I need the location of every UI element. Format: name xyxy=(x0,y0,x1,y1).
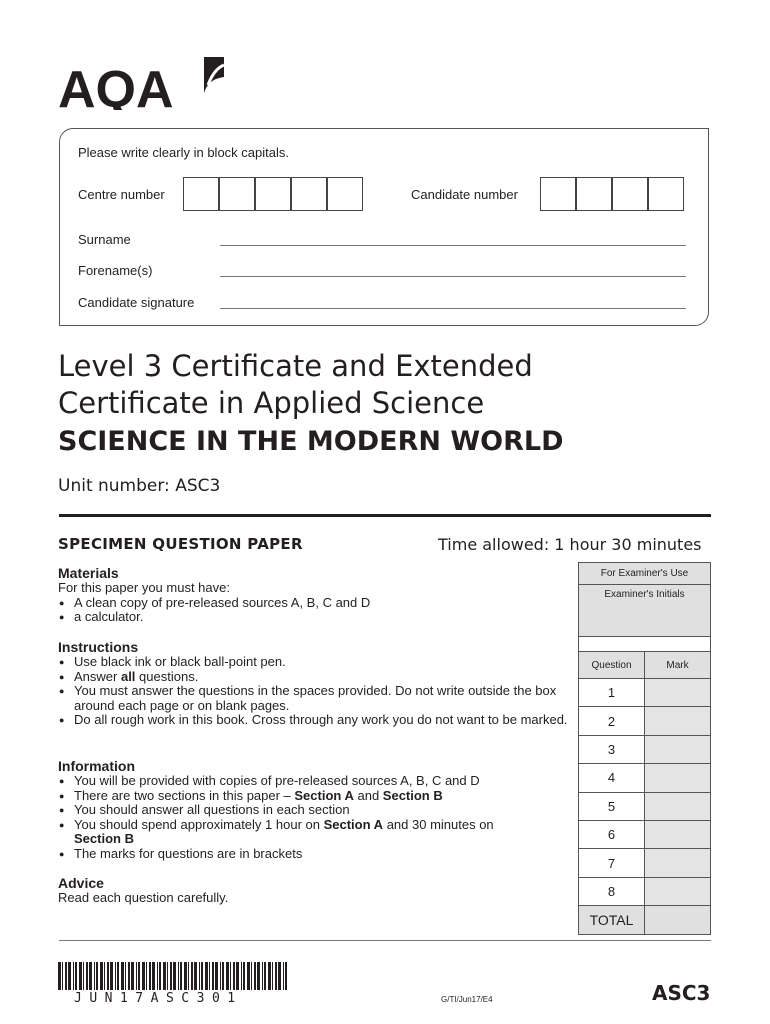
barcode-bar xyxy=(233,962,235,990)
information-item: ● The marks for questions are in brackets xyxy=(58,847,558,862)
barcode-bar xyxy=(184,962,187,990)
information-item: ● You should answer all questions in each section xyxy=(58,803,558,818)
forename-label: Forename(s) xyxy=(78,263,153,278)
barcode-bar xyxy=(170,962,172,990)
barcode-bar xyxy=(121,962,124,990)
barcode-bar xyxy=(173,962,176,990)
instructions-section xyxy=(58,655,570,728)
barcode-bar xyxy=(94,962,95,990)
information-item: ● There are two sections in this paper – Section A and Section B xyxy=(58,789,558,804)
centre-number-label: Centre number xyxy=(78,187,165,202)
barcode-bar xyxy=(205,962,208,990)
mark-row xyxy=(579,877,710,905)
barcode-bar xyxy=(117,962,119,990)
centre-digit-box[interactable] xyxy=(291,177,327,211)
block-capitals-instruction: Please write clearly in block capitals. xyxy=(78,145,289,160)
question-number: 6 xyxy=(579,820,645,848)
question-number: 2 xyxy=(579,707,645,735)
barcode-bar xyxy=(65,962,67,990)
barcode-bar xyxy=(278,962,281,990)
mark-cell[interactable] xyxy=(645,764,711,792)
barcode-bar xyxy=(110,962,113,990)
barcode-bar xyxy=(191,962,193,990)
examiner-table-spacer xyxy=(579,637,710,652)
barcode-bar xyxy=(262,962,263,990)
mark-row xyxy=(579,735,710,763)
signature-label: Candidate signature xyxy=(78,295,195,310)
qualification-title-line2: Certificate in Applied Science xyxy=(58,386,485,420)
centre-digit-box[interactable] xyxy=(219,177,255,211)
paper-reference: G/TI/Jun17/E4 xyxy=(441,995,493,1004)
centre-digit-box[interactable] xyxy=(255,177,291,211)
question-column-header: Question xyxy=(579,652,645,679)
total-label: TOTAL xyxy=(579,906,645,934)
question-number: 1 xyxy=(579,679,645,707)
barcode-bar xyxy=(236,962,239,990)
question-number: 4 xyxy=(579,764,645,792)
barcode-bar xyxy=(243,962,245,990)
materials-item: ● a calculator. xyxy=(58,610,568,625)
question-number: 7 xyxy=(579,849,645,877)
question-number: 8 xyxy=(579,877,645,905)
examiner-use-table xyxy=(578,562,711,935)
aqa-logo xyxy=(58,55,228,115)
title-divider xyxy=(59,514,711,517)
materials-heading: Materials xyxy=(58,565,119,581)
barcode-bar xyxy=(188,962,189,990)
information-heading: Information xyxy=(58,758,135,774)
barcode-bar xyxy=(159,962,161,990)
time-allowed: Time allowed: 1 hour 30 minutes xyxy=(438,535,702,554)
advice-heading: Advice xyxy=(58,875,104,891)
barcode-text: JUN17ASC301 xyxy=(74,991,243,1006)
mark-row xyxy=(579,792,710,820)
qualification-title-line1: Level 3 Certificate and Extended xyxy=(58,349,533,383)
barcode-bar xyxy=(257,962,260,990)
barcode-bar xyxy=(247,962,250,990)
signature-field[interactable] xyxy=(220,297,686,309)
candidate-digit-box[interactable] xyxy=(648,177,684,211)
examiner-use-header: For Examiner's Use xyxy=(579,563,710,585)
surname-field[interactable] xyxy=(220,234,686,246)
mark-cell[interactable] xyxy=(645,679,711,707)
mark-cell[interactable] xyxy=(645,820,711,848)
barcode-bar xyxy=(86,962,88,990)
instructions-item: ● Do all rough work in this book. Cross through any work you do not want to be marked. xyxy=(58,713,570,728)
barcode-bar xyxy=(83,962,84,990)
barcode-bar xyxy=(212,962,214,990)
barcode-bar xyxy=(178,962,179,990)
barcode-bars xyxy=(58,962,288,990)
barcode-bar xyxy=(220,962,221,990)
instructions-item: ● Answer all questions. xyxy=(58,670,570,685)
barcode-bar xyxy=(268,962,271,990)
centre-digit-box[interactable] xyxy=(183,177,219,211)
instructions-item: ● You must answer the questions in the spaces provided. Do not write outside the box around each page or on blank pages. xyxy=(58,684,570,713)
footer-divider xyxy=(59,940,711,941)
barcode-bar xyxy=(226,962,229,990)
barcode-bar xyxy=(142,962,145,990)
barcode-bar xyxy=(215,962,218,990)
mark-row xyxy=(579,764,710,792)
barcode-bar xyxy=(115,962,116,990)
mark-row xyxy=(579,707,710,735)
barcode-bar xyxy=(230,962,231,990)
barcode-bar xyxy=(163,962,166,990)
materials-item: ● A clean copy of pre-released sources A, B, C and D xyxy=(58,596,568,611)
barcode-bar xyxy=(89,962,92,990)
barcode-bar xyxy=(73,962,74,990)
barcode-bar xyxy=(167,962,168,990)
mark-row xyxy=(579,820,710,848)
forename-field[interactable] xyxy=(220,265,686,277)
information-section xyxy=(58,774,558,862)
total-mark-cell[interactable] xyxy=(645,906,711,934)
barcode-bar xyxy=(131,962,134,990)
barcode-bar xyxy=(272,962,273,990)
mark-cell[interactable] xyxy=(645,849,711,877)
barcode-bar xyxy=(107,962,109,990)
mark-cell[interactable] xyxy=(645,792,711,820)
logo-text: AQA xyxy=(58,61,174,110)
barcode-bar xyxy=(68,962,71,990)
barcode-bar xyxy=(104,962,105,990)
barcode-bar xyxy=(251,962,252,990)
barcode-bar xyxy=(275,962,277,990)
instructions-heading: Instructions xyxy=(58,639,139,655)
barcode-bar xyxy=(149,962,151,990)
information-item: ● You should spend approximately 1 hour on Section A and 30 minutes on Section B xyxy=(58,818,558,847)
materials-section xyxy=(58,581,568,625)
barcode-bar xyxy=(136,962,137,990)
paper-type: SPECIMEN QUESTION PAPER xyxy=(58,535,303,553)
barcode-bar xyxy=(58,962,61,990)
marks-grid xyxy=(579,652,710,934)
barcode-bar xyxy=(194,962,197,990)
barcode-bar xyxy=(125,962,126,990)
mark-row xyxy=(579,849,710,877)
candidate-digit-box[interactable] xyxy=(612,177,648,211)
unit-number: Unit number: ASC3 xyxy=(58,476,221,496)
barcode-bar xyxy=(100,962,103,990)
question-number: 5 xyxy=(579,792,645,820)
barcode-bar xyxy=(79,962,82,990)
subject-title: SCIENCE IN THE MODERN WORLD xyxy=(58,426,564,457)
barcode-bar xyxy=(209,962,210,990)
barcode-bar xyxy=(146,962,147,990)
barcode-bar xyxy=(283,962,284,990)
information-item: ● You will be provided with copies of pre-released sources A, B, C and D xyxy=(58,774,558,789)
mark-cell[interactable] xyxy=(645,735,711,763)
barcode-bar xyxy=(152,962,155,990)
mark-column-header: Mark xyxy=(645,652,711,679)
advice-text: Read each question carefully. xyxy=(58,890,229,905)
barcode-bar xyxy=(138,962,140,990)
barcode-bar xyxy=(264,962,266,990)
unit-code: ASC3 xyxy=(652,981,711,1005)
barcode-bar xyxy=(201,962,203,990)
instructions-item: ● Use black ink or black ball-point pen. xyxy=(58,655,570,670)
barcode-bar xyxy=(157,962,158,990)
centre-digit-box[interactable] xyxy=(327,177,363,211)
barcode-bar xyxy=(222,962,224,990)
question-number: 3 xyxy=(579,735,645,763)
aqa-leaf-logo-icon xyxy=(204,57,224,93)
barcode-bar xyxy=(62,962,63,990)
mark-cell[interactable] xyxy=(645,877,711,905)
barcode-bar xyxy=(75,962,77,990)
surname-label: Surname xyxy=(78,232,131,247)
barcode-bar xyxy=(254,962,256,990)
mark-cell[interactable] xyxy=(645,707,711,735)
barcode-bar xyxy=(199,962,200,990)
mark-row xyxy=(579,679,710,707)
barcode-bar xyxy=(285,962,287,990)
barcode-bar xyxy=(241,962,242,990)
barcode-bar xyxy=(96,962,98,990)
candidate-digit-box[interactable] xyxy=(576,177,612,211)
candidate-digit-box[interactable] xyxy=(540,177,576,211)
barcode-bar xyxy=(180,962,182,990)
materials-intro: For this paper you must have: xyxy=(58,580,230,595)
barcode-bar xyxy=(128,962,130,990)
candidate-number-label: Candidate number xyxy=(411,187,518,202)
examiner-initials-box: Examiner's Initials xyxy=(579,585,710,637)
